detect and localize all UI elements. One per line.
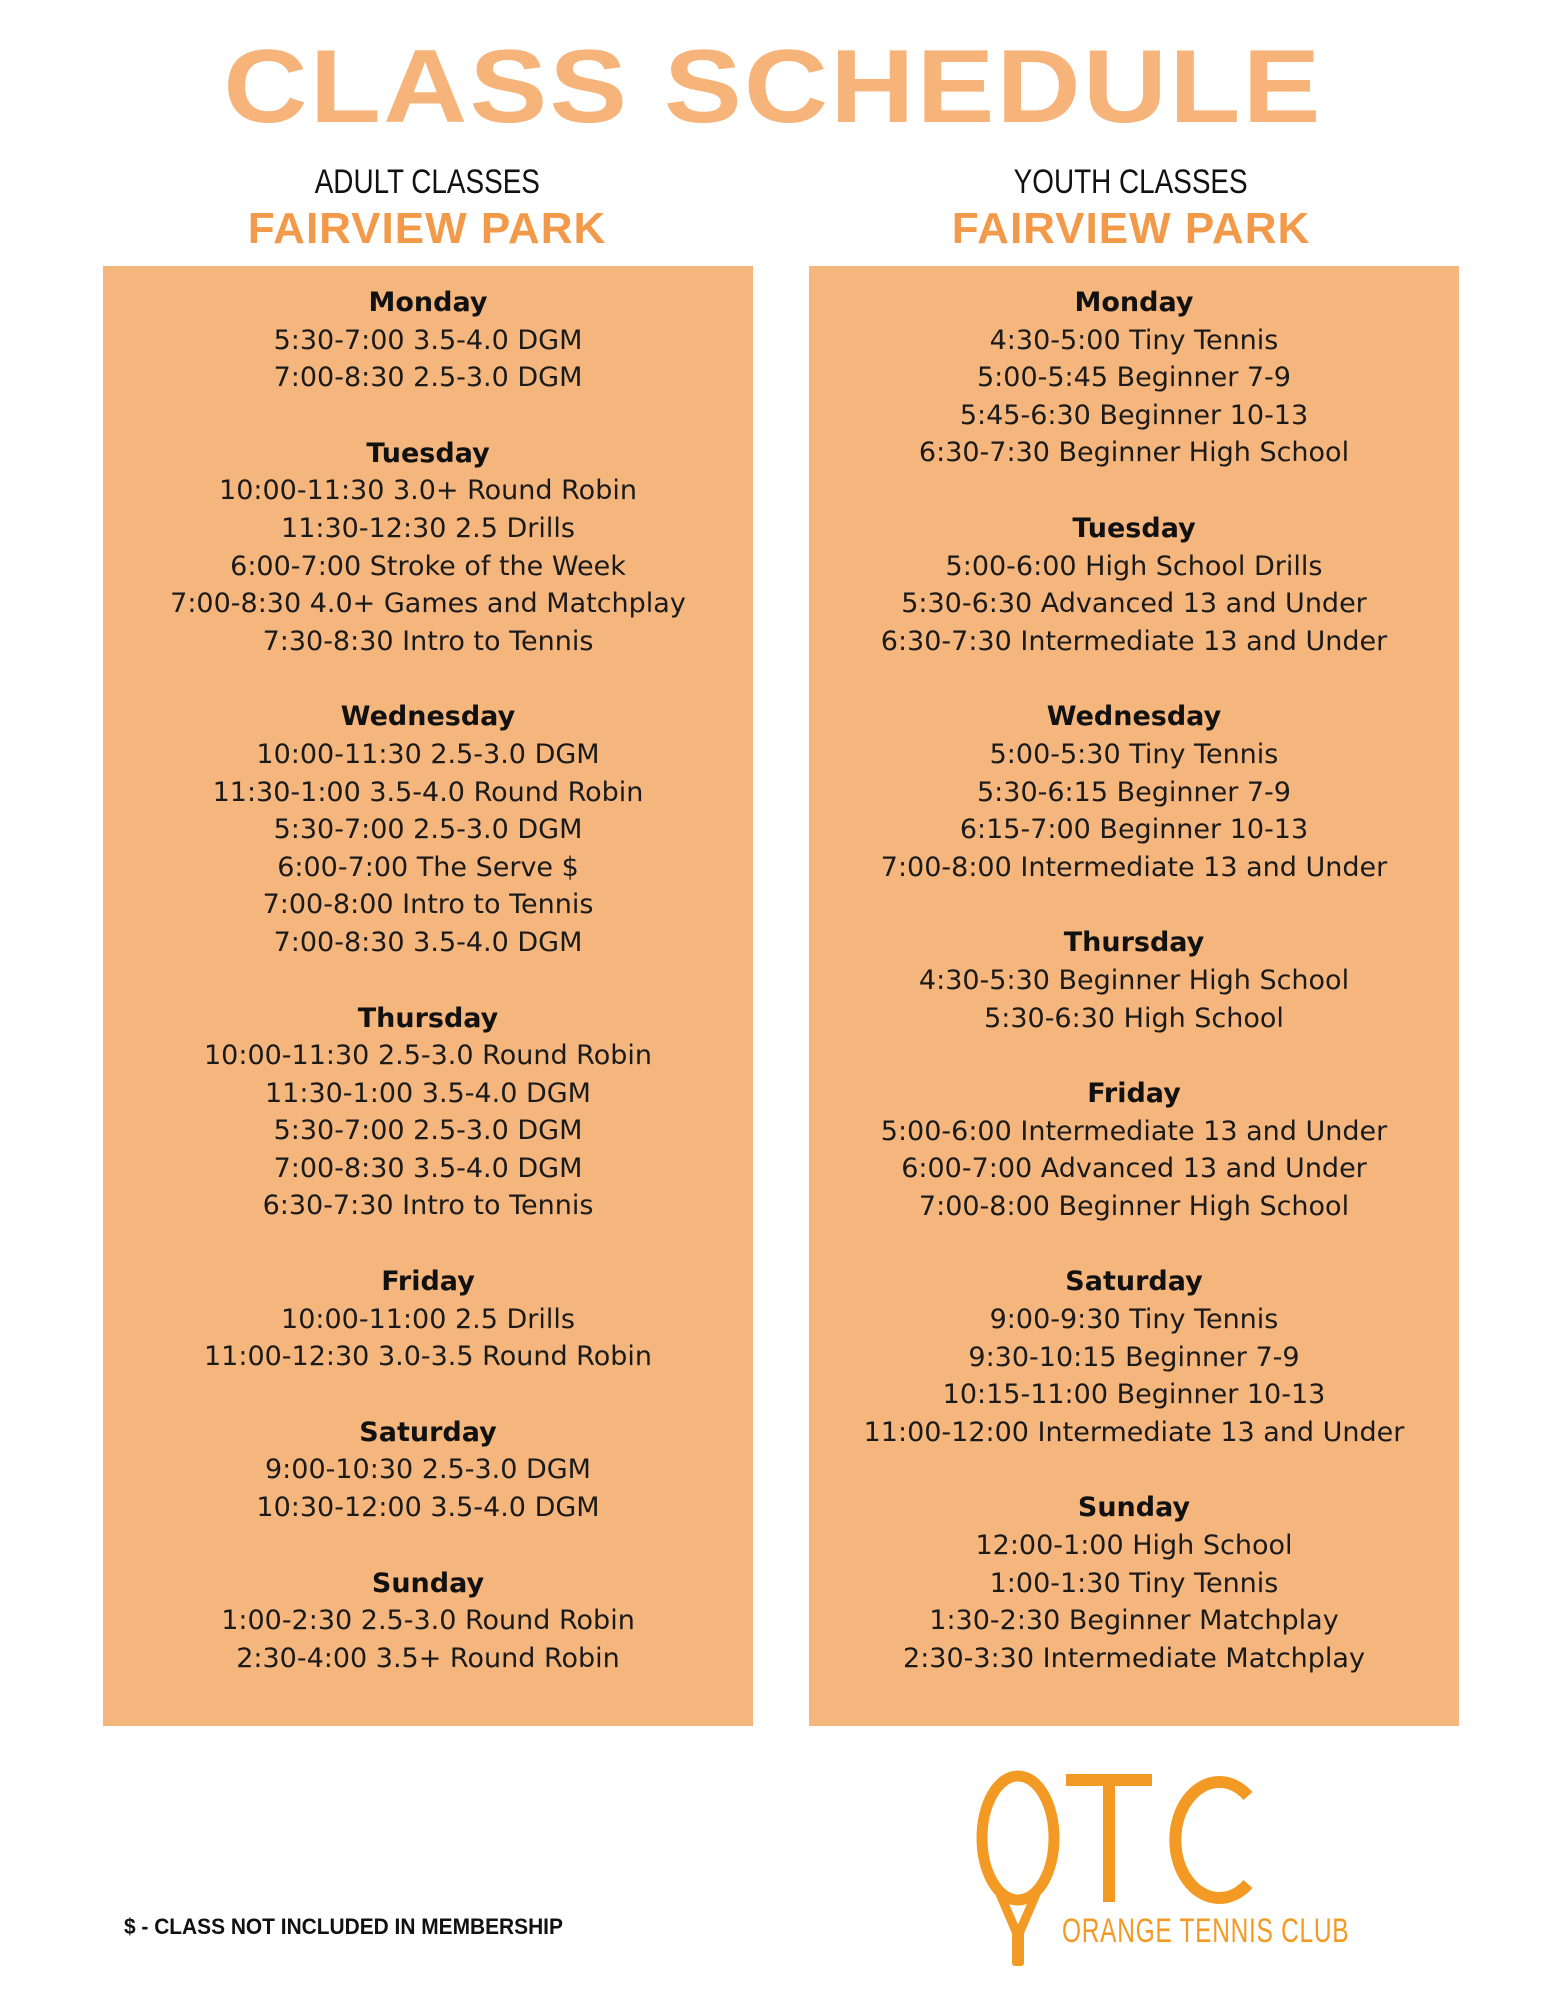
class-entry: 7:00-8:00 Intro to Tennis: [262, 889, 594, 921]
class-entry: 9:00-9:30 Tiny Tennis: [989, 1304, 1279, 1336]
class-entry: 4:30-5:00 Tiny Tennis: [989, 324, 1279, 356]
class-entry: 7:00-8:30 4.0+ Games and Matchplay: [170, 588, 686, 620]
class-entry: 5:30-7:00 2.5-3.0 DGM: [273, 814, 583, 846]
class-entry: 5:00-5:30 Tiny Tennis: [989, 738, 1279, 770]
day-block-monday: [103, 284, 753, 397]
class-entry: 2:30-3:30 Intermediate Matchplay: [903, 1642, 1365, 1674]
day-block-friday: [103, 1263, 753, 1376]
day-block-tuesday: [103, 435, 753, 661]
otc-logo: [970, 1760, 1350, 1970]
page-title: CLASS SCHEDULE: [223, 29, 1323, 145]
day-block-thursday: [103, 1000, 753, 1226]
class-entry: 5:00-6:00 Intermediate 13 and Under: [880, 1115, 1388, 1147]
class-entry: 5:00-5:45 Beginner 7-9: [977, 362, 1291, 394]
class-entry: 6:00-7:00 Stroke of the Week: [230, 550, 626, 582]
class-entry: 12:00-1:00 High School: [975, 1530, 1293, 1562]
class-entry: 9:30-10:15 Beginner 7-9: [968, 1341, 1300, 1373]
day-block-tuesday: [809, 510, 1459, 660]
adult-subtitle: ADULT CLASSES: [314, 163, 540, 201]
day-name: Tuesday: [1072, 512, 1196, 544]
class-entry: 10:00-11:30 2.5-3.0 Round Robin: [204, 1040, 652, 1072]
day-name: Friday: [381, 1266, 475, 1298]
class-entry: 11:30-1:00 3.5-4.0 DGM: [265, 1077, 591, 1109]
day-name: Saturday: [359, 1416, 497, 1448]
class-entry: 11:30-12:30 2.5 Drills: [281, 512, 575, 544]
youth-subtitle: YOUTH CLASSES: [1014, 163, 1248, 201]
class-entry: 7:00-8:00 Beginner High School: [918, 1190, 1350, 1222]
day-block-saturday: [809, 1263, 1459, 1451]
day-block-saturday: [103, 1414, 753, 1527]
class-entry: 11:00-12:30 3.0-3.5 Round Robin: [204, 1341, 652, 1373]
class-entry: 1:30-2:30 Beginner Matchplay: [929, 1605, 1339, 1637]
day-name: Sunday: [1077, 1492, 1191, 1524]
adult-schedule-panel: [103, 266, 753, 1726]
class-entry: 10:00-11:00 2.5 Drills: [281, 1303, 575, 1335]
footnote: $ - CLASS NOT INCLUDED IN MEMBERSHIP: [124, 1914, 563, 1939]
day-name: Thursday: [357, 1002, 499, 1034]
class-entry: 6:00-7:00 Advanced 13 and Under: [901, 1153, 1367, 1185]
adult-header: [102, 160, 752, 254]
class-entry: 6:30-7:30 Intro to Tennis: [262, 1190, 594, 1222]
day-block-wednesday: [103, 698, 753, 961]
class-entry: 6:30-7:30 Beginner High School: [918, 437, 1350, 469]
youth-header: [806, 160, 1456, 254]
class-entry: 10:15-11:00 Beginner 10-13: [942, 1379, 1326, 1411]
day-name: Monday: [368, 287, 488, 318]
class-entry: 5:30-6:15 Beginner 7-9: [977, 776, 1291, 808]
class-entry: 10:30-12:00 3.5-4.0 DGM: [256, 1492, 600, 1524]
day-name: Sunday: [371, 1567, 485, 1599]
class-entry: 6:00-7:00 The Serve $: [277, 851, 579, 883]
class-entry: 10:00-11:30 3.0+ Round Robin: [219, 475, 637, 507]
day-name: Tuesday: [366, 437, 490, 469]
day-block-thursday: [809, 924, 1459, 1037]
day-name: Monday: [1074, 287, 1194, 318]
class-entry: 11:30-1:00 3.5-4.0 Round Robin: [212, 776, 644, 808]
day-block-friday: [809, 1075, 1459, 1225]
class-entry: 10:00-11:30 2.5-3.0 DGM: [256, 738, 600, 770]
day-name: Friday: [1087, 1078, 1181, 1110]
day-name: Wednesday: [340, 701, 516, 733]
class-entry: 6:30-7:30 Intermediate 13 and Under: [880, 625, 1388, 657]
class-entry: 5:45-6:30 Beginner 10-13: [959, 399, 1309, 431]
day-name: Wednesday: [1046, 701, 1222, 733]
class-entry: 5:30-6:30 Advanced 13 and Under: [901, 588, 1367, 620]
class-entry: 1:00-2:30 2.5-3.0 Round Robin: [221, 1605, 635, 1637]
class-entry: 5:30-6:30 High School: [984, 1002, 1284, 1034]
class-entry: 5:30-7:00 3.5-4.0 DGM: [273, 324, 583, 356]
class-entry: 11:00-12:00 Intermediate 13 and Under: [863, 1416, 1405, 1448]
day-name: Saturday: [1065, 1266, 1203, 1298]
class-entry: 7:00-8:00 Intermediate 13 and Under: [880, 851, 1388, 883]
day-name: Thursday: [1063, 927, 1205, 959]
class-entry: 7:30-8:30 Intro to Tennis: [262, 625, 594, 657]
class-entry: 5:30-7:00 2.5-3.0 DGM: [273, 1115, 583, 1147]
class-entry: 1:00-1:30 Tiny Tennis: [989, 1567, 1279, 1599]
class-entry: 7:00-8:30 2.5-3.0 DGM: [273, 362, 583, 394]
class-entry: 2:30-4:00 3.5+ Round Robin: [236, 1642, 620, 1674]
class-entry: 5:00-6:00 High School Drills: [945, 550, 1323, 582]
class-entry: 7:00-8:30 3.5-4.0 DGM: [273, 1152, 583, 1184]
class-entry: 6:15-7:00 Beginner 10-13: [959, 814, 1309, 846]
day-block-monday: [809, 284, 1459, 472]
class-entry: 4:30-5:30 Beginner High School: [918, 964, 1350, 996]
day-block-wednesday: [809, 698, 1459, 886]
youth-schedule-panel: [809, 266, 1459, 1726]
adult-location: FAIRVIEW PARK: [247, 204, 607, 253]
day-block-sunday: [809, 1489, 1459, 1677]
day-block-sunday: [103, 1565, 753, 1678]
class-entry: 9:00-10:30 2.5-3.0 DGM: [265, 1454, 591, 1486]
class-entry: 7:00-8:30 3.5-4.0 DGM: [273, 926, 583, 958]
logo-name: ORANGE TENNIS CLUB: [1062, 1912, 1350, 1950]
youth-location: FAIRVIEW PARK: [951, 204, 1311, 253]
